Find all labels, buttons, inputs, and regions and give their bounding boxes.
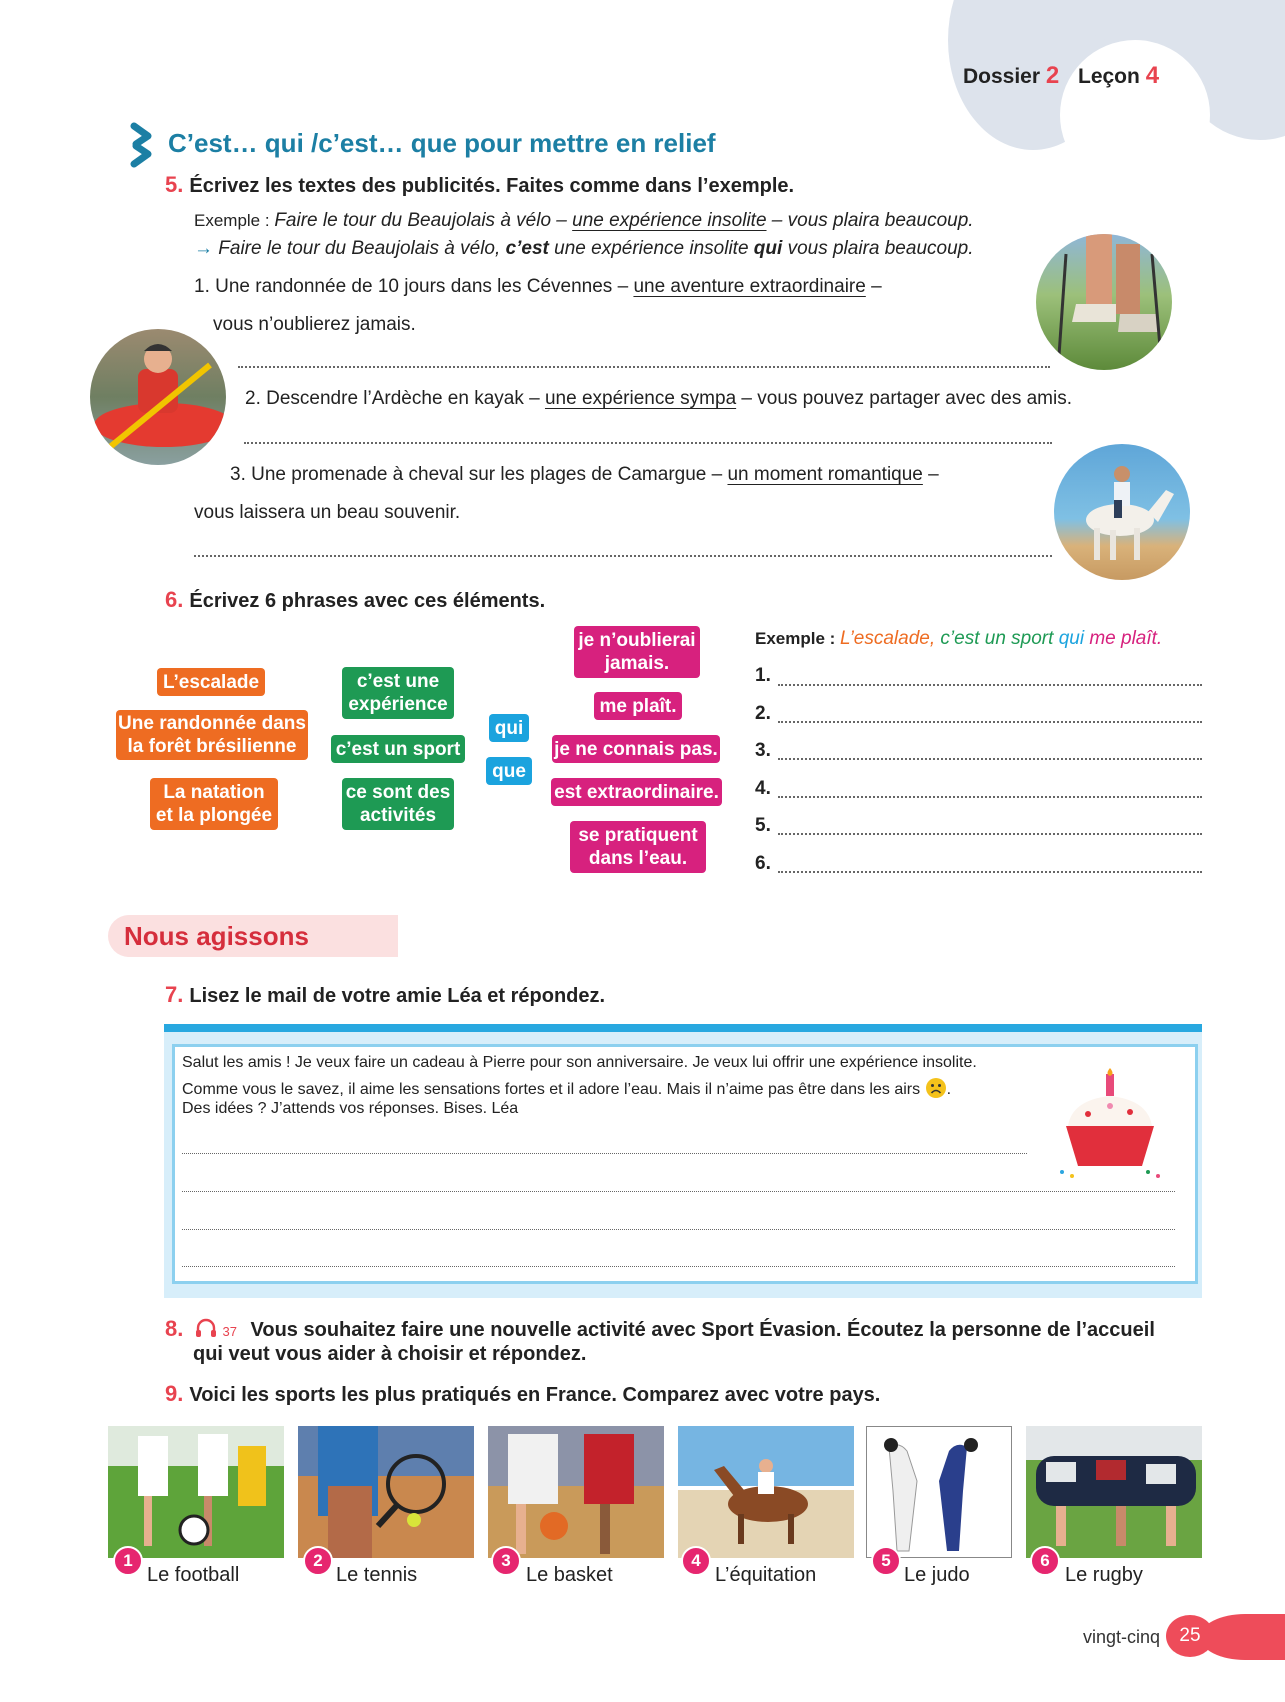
sport-number-3: 3 [491,1546,521,1576]
sport-number-2: 2 [303,1546,333,1576]
tag-je-noublierai-jamais: je n’oublierai jamais. [574,626,700,678]
exercise-6-row-2: 2. [755,703,771,724]
headphones-icon [195,1318,217,1338]
tag-cest-une-experience: c’est une expérience [342,667,454,719]
birthday-cupcake-image [1048,1068,1170,1180]
tag-se-pratiquent: se pratiquent dans l’eau. [570,821,706,873]
sport-number-4: 4 [681,1546,711,1576]
exercise-6-row-1: 1. [755,665,771,686]
rugby-photo [1026,1426,1202,1558]
basketball-photo [488,1426,664,1558]
football-photo [108,1426,284,1558]
exercise-6-row-6: 6. [755,853,771,874]
sport-label-football: Le football [147,1564,240,1586]
exercise-9-instruction: 9. Voici les sports les plus pratiqués en France. Comparez avec votre pays. [165,1381,881,1406]
exercise-6-row-3: 3. [755,740,771,761]
tag-me-plait: me plaît. [594,692,682,720]
exercise-5-item-2: 2. Descendre l’Ardèche en kayak – une expérience sympa – vous pouvez partager avec des amis. [245,388,1072,409]
answer-line-1[interactable] [238,366,1050,368]
sad-face-icon [925,1077,947,1099]
mail-answer-line-3[interactable] [182,1229,1175,1230]
sport-number-1: 1 [113,1546,143,1576]
tag-cest-un-sport: c’est un sport [331,735,465,763]
sport-label-judo: Le judo [904,1564,970,1586]
exercise-6-instruction: 6. Écrivez 6 phrases avec ces éléments. [165,587,546,612]
tag-est-extraordinaire: est extraordinaire. [551,778,722,806]
exercise-6-line-1[interactable] [778,684,1202,686]
sport-number-6: 6 [1030,1546,1060,1576]
exercise-5-example-answer: → Faire le tour du Beaujolais à vélo, c’est une expérience insolite qui vous plaira beaucoup. [194,238,974,259]
tag-escalade: L’escalade [157,668,265,696]
mail-answer-line-2[interactable] [182,1191,1175,1192]
exercise-8-instruction-cont: qui veut vous aider à choisir et répondez. [193,1343,587,1365]
exercise-6-line-5[interactable] [778,833,1202,835]
exercise-7-instruction: 7. Lisez le mail de votre amie Léa et répondez. [165,982,606,1007]
sport-label-tennis: Le tennis [336,1564,418,1586]
exercise-6-line-3[interactable] [778,758,1202,760]
exercise-5-item-1-cont: vous n’oublierez jamais. [213,314,416,335]
page-number-words: vingt-cinq [1083,1627,1161,1647]
nous-agissons-banner: Nous agissons [108,915,398,957]
judo-photo [867,1426,1009,1558]
mail-line-1: Salut les amis ! Je veux faire un cadeau à Pierre pour son anniversaire. Je veux lui offrir une expérience insolite. [182,1054,977,1071]
lecon-label: Leçon 4 [1078,62,1160,89]
exercise-6-row-4: 4. [755,778,771,799]
tag-qui: qui [489,714,529,742]
exercise-6-row-5: 5. [755,815,771,836]
dossier-label: Dossier 2 [963,62,1060,89]
exercise-6-line-2[interactable] [778,721,1202,723]
tag-je-ne-connais-pas: je ne connais pas. [552,735,720,763]
tennis-photo [298,1426,474,1558]
mail-line-2: Comme vous le savez, il aime les sensations fortes et il adore l’eau. Mais il n’aime pas être dans les airs . [182,1077,951,1099]
mail-answer-line-4[interactable] [182,1266,1175,1267]
exercise-6-line-6[interactable] [778,871,1202,873]
sport-number-5: 5 [871,1546,901,1576]
answer-line-3[interactable] [194,555,1052,557]
mail-line-3: Des idées ? J’attends vos réponses. Bises. Léa [182,1100,519,1117]
tag-ce-sont-des-activites: ce sont des activités [342,778,454,830]
sport-label-basket: Le basket [526,1564,613,1586]
equitation-photo [678,1426,854,1558]
hiking-photo [1036,234,1172,370]
exercise-5-item-1: 1. Une randonnée de 10 jours dans les Cévennes – une aventure extraordinaire – [194,276,882,297]
page-number: 25 [1166,1615,1214,1657]
track-number: 37 [222,1324,237,1339]
tag-que: que [486,757,532,785]
tag-randonnee: Une randonnée dans la forêt brésilienne [116,710,308,760]
horse-beach-photo [1054,444,1190,580]
section-chevron-icon [128,122,158,168]
mail-answer-line-1[interactable] [182,1153,1027,1154]
sport-label-equitation: L’équitation [715,1564,817,1586]
sport-label-rugby: Le rugby [1065,1564,1143,1586]
section-title: C’est… qui /c’est… que pour mettre en relief [168,128,716,158]
exercise-6-example: Exemple : L’escalade, c’est un sport qui me plaît. [755,628,1163,649]
exercise-6-line-4[interactable] [778,796,1202,798]
exercise-8-instruction: 8. 37 Vous souhaitez faire une nouvelle activité avec Sport Évasion. Écoutez la personne de l’accueil [165,1316,1155,1341]
exercise-5-item-3: 3. Une promenade à cheval sur les plages de Camargue – un moment romantique – [230,464,939,485]
exercise-5-instruction: 5. Écrivez les textes des publicités. Faites comme dans l’exemple. [165,172,795,197]
kayak-photo [90,329,226,465]
answer-line-2[interactable] [244,442,1052,444]
tag-natation: La natation et la plongée [150,778,278,830]
exercise-5-example: Exemple : Faire le tour du Beaujolais à vélo – une expérience insolite – vous plaira beaucoup. [194,210,974,231]
exercise-5-item-3-cont: vous laissera un beau souvenir. [194,502,461,523]
